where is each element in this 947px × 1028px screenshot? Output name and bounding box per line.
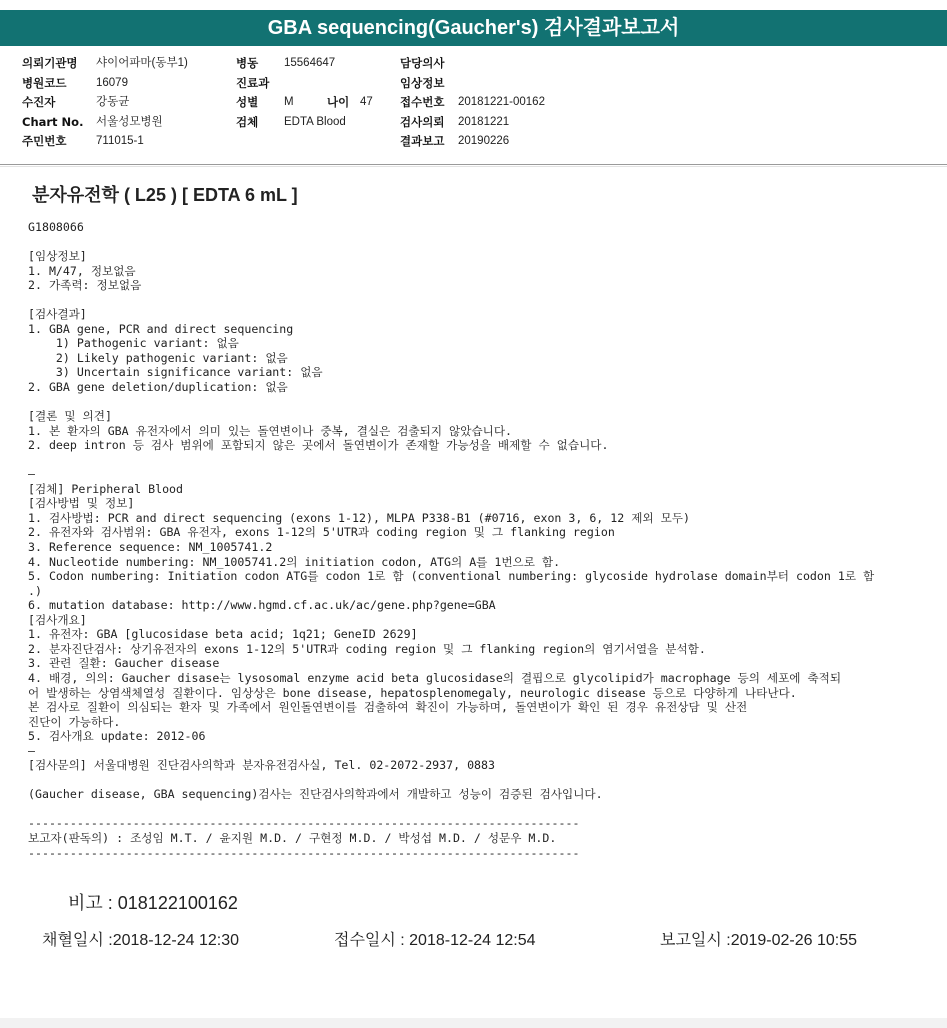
report-line: [임상정보] (28, 249, 87, 264)
request-label: 검사의뢰 (400, 114, 445, 129)
patient-label: 수진자 (22, 95, 56, 110)
rrn-value: 711015-1 (96, 135, 144, 148)
report-line: — (28, 467, 35, 482)
section-title: 분자유전학 ( L25 ) [ EDTA 6 mL ] (32, 185, 298, 205)
report-line: 어 발생하는 상염색체열성 질환이다. 임상상은 bone disease, hepatosplenomegaly, neurologic disease 등으로 다양하게 나타난다. (28, 685, 797, 700)
institution-label: 의뢰기관명 (22, 56, 78, 70)
sex-value: M (284, 96, 294, 109)
institution-value: 샤이어파마(동부1) (96, 57, 188, 69)
report-line: 2. 가족력: 정보없음 (28, 278, 142, 293)
sex-label: 성별 (236, 95, 259, 110)
chart-label: Chart No. (22, 114, 84, 129)
report-body (28, 220, 943, 860)
specimen-value: EDTA Blood (284, 115, 346, 128)
header-divider-shadow (0, 166, 947, 167)
report-line: [검사문의] 서울대병원 진단검사의학과 분자유전검사실, Tel. 02-2072-2937, 0883 (28, 758, 495, 773)
report-line: 1) Pathogenic variant: 없음 (28, 336, 239, 351)
report-line: — (28, 743, 35, 758)
result-label: 결과보고 (400, 134, 445, 149)
report-line: 보고자(판독의) : 조성임 M.T. / 윤지원 M.D. / 구현정 M.D. / 박성섭 M.D. / 성문우 M.D. (28, 830, 557, 845)
report-line: 2. GBA gene deletion/duplication: 없음 (28, 380, 288, 395)
report-line: 1. M/47, 정보없음 (28, 263, 136, 278)
report-line: 4. Nucleotide numbering: NM_1005741.2의 initiation codon, ATG의 A를 1번으로 함. (28, 554, 561, 569)
age-label: 나이 (327, 95, 350, 110)
report-line: ------------------------------------------------------------------------------- (28, 816, 580, 831)
info-row-3 (22, 93, 922, 113)
report-line: 4. 배경, 의의: Gaucher disase는 lysosomal enzyme acid beta glucosidase의 결핍으로 glycolipid가 macrophage 등의 세포에 축적되 (28, 670, 842, 685)
report-line: 2. deep intron 등 검사 범위에 포함되지 않은 곳에서 돌연변이가 존재할 가능성을 배제할 수 없습니다. (28, 438, 609, 453)
hospcode-label: 병원코드 (22, 75, 67, 90)
collected-time: 채혈일시 :2018-12-24 12:30 (42, 932, 240, 949)
report-line (28, 773, 943, 788)
report-line: [결론 및 의견] (28, 409, 112, 424)
rrn-label: 주민번호 (22, 134, 67, 149)
doctor-label: 담당의사 (400, 56, 445, 70)
report-line (28, 235, 943, 250)
info-row-5 (22, 132, 922, 152)
report-line: ------------------------------------------------------------------------------- (28, 845, 580, 860)
receipt-value: 20181221-00162 (458, 96, 545, 109)
report-line: 본 검사로 질환이 의심되는 환자 및 가족에서 원인돌연변이를 검출하여 확진이 가능하며, 돌연변이가 확인 된 경우 유전상담 및 산전 (28, 700, 748, 715)
report-line: 5. 검사개요 update: 2012-06 (28, 729, 206, 744)
patient-value: 강동균 (96, 96, 130, 109)
info-row-2 (22, 74, 922, 94)
report-line: 2) Likely pathogenic variant: 없음 (28, 350, 288, 365)
remark: 비고 : 018122100162 (68, 893, 238, 913)
report-line: [검체] Peripheral Blood (28, 481, 184, 496)
report-line: 3. 관련 질환: Gaucher disease (28, 656, 220, 671)
report-line: 3. Reference sequence: NM_1005741.2 (28, 540, 273, 555)
received-time: 접수일시 : 2018-12-24 12:54 (334, 932, 536, 949)
dept-label: 진료과 (236, 75, 270, 90)
report-line: 1. GBA gene, PCR and direct sequencing (28, 321, 294, 336)
age-value: 47 (360, 96, 373, 109)
report-line: 1. 유전자: GBA [glucosidase beta acid; 1q21; GeneID 2629] (28, 627, 418, 642)
header-divider (0, 164, 947, 165)
hospcode-value: 16079 (96, 76, 128, 89)
report-line: 5. Codon numbering: Initiation codon ATG를 codon 1로 함 (conventional numbering: glycoside hydrolase domain부터 codon 1로 함 (28, 569, 875, 584)
result-value: 20190226 (458, 135, 510, 148)
info-row-1 (22, 54, 922, 74)
report-line (28, 293, 943, 308)
report-line: 1. 검사방법: PCR and direct sequencing (exons 1-12), MLPA P338-B1 (#0716, exon 3, 6, 12 제외 모두) (28, 510, 690, 525)
report-title: GBA sequencing(Gaucher's) 검사결과보고서 (0, 10, 947, 46)
request-value: 20181221 (458, 115, 510, 128)
report-line: [검사개요] (28, 612, 87, 627)
specimen-label: 검체 (236, 114, 259, 129)
report-line: 1. 본 환자의 GBA 유전자에서 의미 있는 돌연변이나 중복, 결실은 검출되지 않았습니다. (28, 423, 513, 438)
report-line (28, 395, 943, 410)
report-line: (Gaucher disease, GBA sequencing)검사는 진단검사의학과에서 개발하고 성능이 검증된 검사입니다. (28, 787, 603, 802)
ward-value: 15564647 (284, 57, 336, 69)
ward-label: 병동 (236, 56, 259, 70)
report-line: .) (28, 583, 42, 598)
report-line: [검사결과] (28, 307, 87, 322)
chart-value: 서울성모병원 (96, 115, 163, 128)
info-row-4 (22, 113, 922, 133)
patient-info-grid (22, 54, 922, 152)
clinical-label: 임상정보 (400, 75, 445, 90)
receipt-label: 접수번호 (400, 95, 445, 110)
report-line: 2. 유전자와 검사범위: GBA 유전자, exons 1-12의 5'UTR과 coding region 및 그 flanking region (28, 525, 615, 540)
report-line: [검사방법 및 정보] (28, 496, 135, 511)
report-line (28, 453, 943, 468)
report-line: 6. mutation database: http://www.hgmd.cf.ac.uk/ac/gene.php?gene=GBA (28, 598, 496, 613)
report-line: 진단이 가능하다. (28, 714, 121, 729)
report-line: 3) Uncertain significance variant: 없음 (28, 365, 323, 380)
report-line: 2. 분자진단검사: 상기유전자의 exons 1-12의 5'UTR과 coding region 및 그 flanking region의 염기서열을 분석함. (28, 641, 706, 656)
report-line (28, 802, 943, 817)
reported-time: 보고일시 :2019-02-26 10:55 (660, 932, 858, 949)
report-line: G1808066 (28, 220, 84, 234)
